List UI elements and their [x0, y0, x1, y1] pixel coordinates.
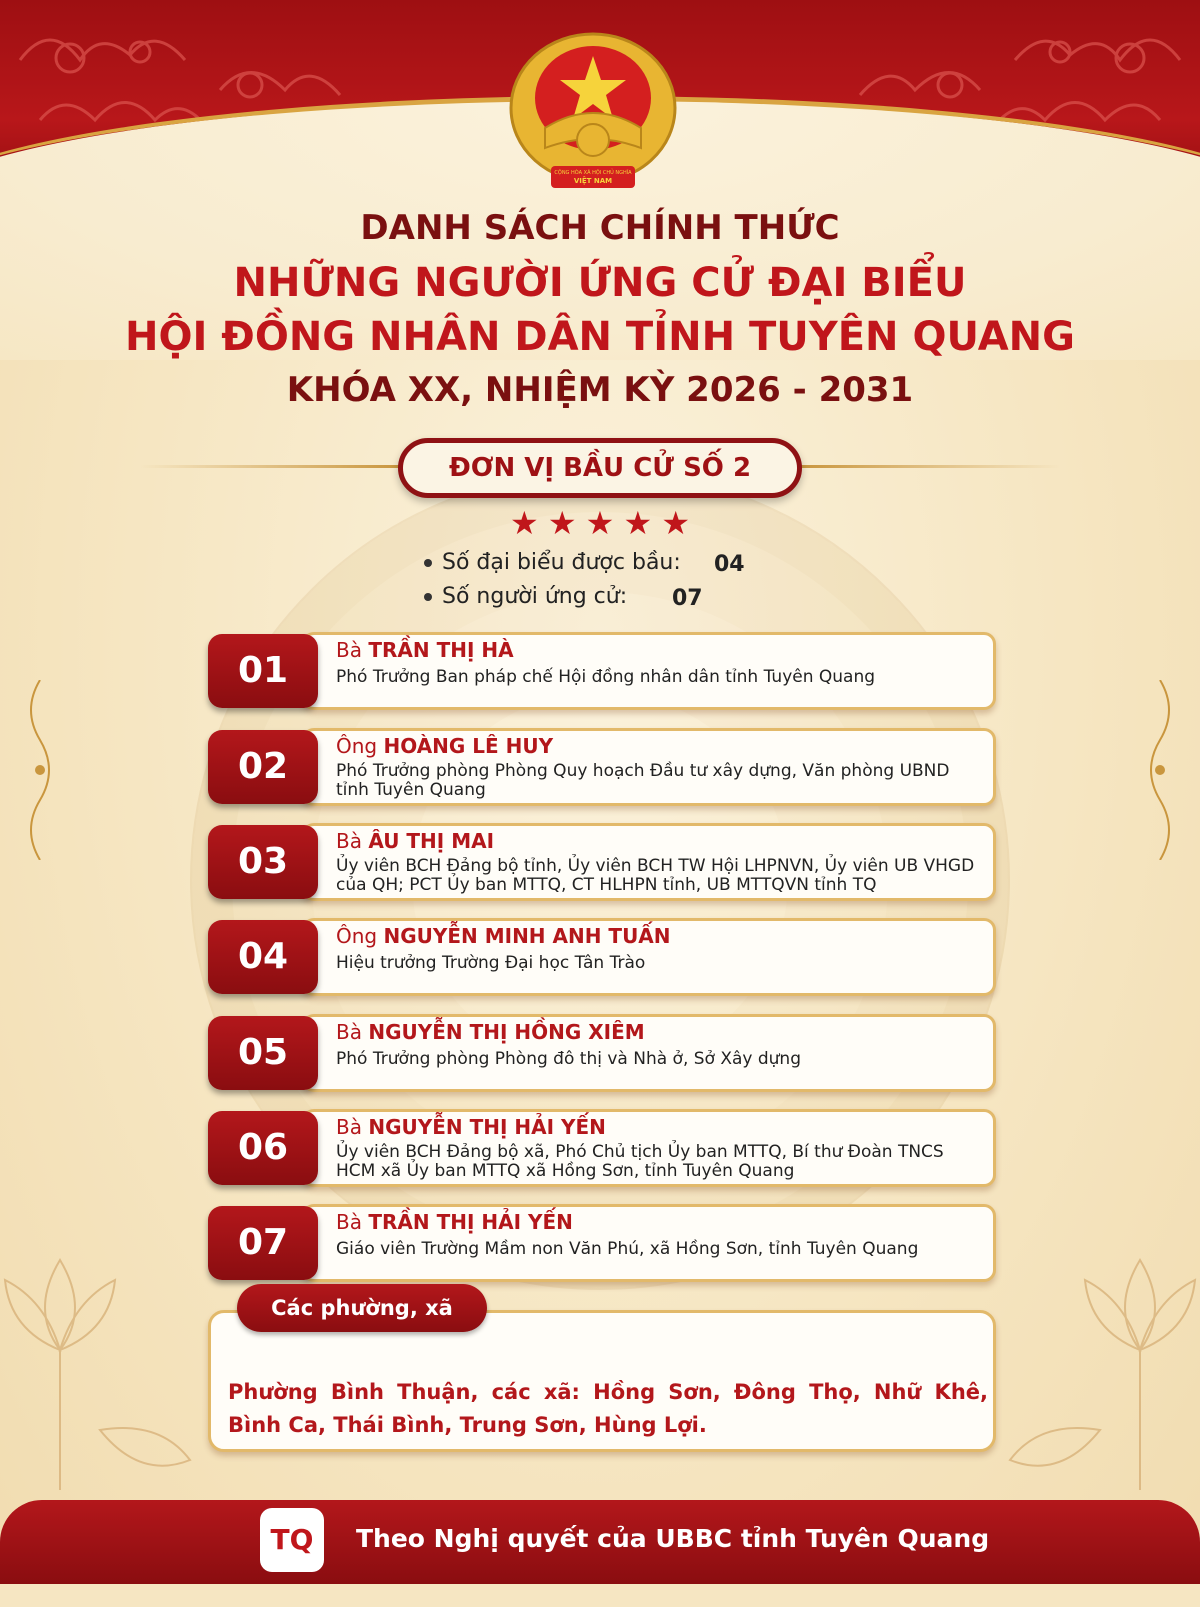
- svg-text:VIỆT NAM: VIỆT NAM: [573, 177, 613, 185]
- candidate-name-line: [336, 638, 514, 662]
- candidate-card: [208, 823, 996, 901]
- candidate-title: Ông: [336, 734, 378, 758]
- stars-row: [510, 505, 690, 541]
- candidate-title: Bà: [336, 1115, 362, 1139]
- candidate-card: [208, 1014, 996, 1092]
- stat-candidates-value: 07: [672, 586, 703, 611]
- candidate-name: NGUYỄN MINH ANH TUẤN: [383, 924, 671, 948]
- candidate-name-line: [336, 1115, 606, 1139]
- star-icon: ★: [585, 504, 615, 542]
- candidate-number: 02: [208, 730, 318, 804]
- candidate-title: Bà: [336, 829, 362, 853]
- scroll-ornament-left-icon: [20, 680, 60, 860]
- title-line-2: NHỮNG NGƯỜI ỨNG CỬ ĐẠI BIỂU: [233, 260, 967, 306]
- stat-candidates: [424, 584, 703, 611]
- bullet-icon: [424, 559, 432, 567]
- wards-text: Phường Bình Thuận, các xã: Hồng Sơn, Đông Thọ, Nhữ Khê, Bình Ca, Thái Bình, Trung Sơn, Hùng Lợi.: [228, 1380, 988, 1437]
- candidate-title: Ông: [336, 924, 378, 948]
- title-line-4: KHÓA XX, NHIỆM KỲ 2026 - 2031: [286, 370, 914, 410]
- candidate-description: Giáo viên Trường Mầm non Văn Phú, xã Hồng Sơn, tỉnh Tuyên Quang: [336, 1239, 919, 1259]
- unit-divider-left: [140, 465, 400, 468]
- candidate-number: 04: [208, 920, 318, 994]
- tq-logo: TQ: [260, 1508, 324, 1572]
- scroll-ornament-right-icon: [1140, 680, 1180, 860]
- candidate-card: [208, 728, 996, 806]
- candidate-title: Bà: [336, 638, 362, 662]
- candidate-name: TRẦN THỊ HÀ: [368, 638, 514, 662]
- candidate-name-line: [336, 1020, 645, 1044]
- stat-delegates: [424, 550, 745, 577]
- title-line-3: HỘI ĐỒNG NHÂN DÂN TỈNH TUYÊN QUANG: [125, 314, 1075, 360]
- candidate-name-line: [336, 1210, 573, 1234]
- candidate-number: 06: [208, 1111, 318, 1185]
- candidate-description: Ủy viên BCH Đảng bộ tỉnh, Ủy viên BCH TW Hội LHPNVN, Ủy viên UB VHGD của QH; PCT Ủy ban MTTQ, CT HLHPN tỉnh, UB MTTQVN tỉnh TQ: [336, 856, 975, 895]
- electoral-unit-badge: ĐƠN VỊ BẦU CỬ SỐ 2: [398, 438, 802, 498]
- candidate-description: Phó Trưởng Ban pháp chế Hội đồng nhân dân tỉnh Tuyên Quang: [336, 667, 876, 687]
- candidate-name-line: [336, 924, 671, 948]
- candidate-number: 01: [208, 634, 318, 708]
- national-emblem-icon: [505, 28, 681, 198]
- candidate-name-line: [336, 829, 494, 853]
- candidate-name: NGUYỄN THỊ HẢI YẾN: [368, 1115, 606, 1139]
- candidate-card: [208, 632, 996, 710]
- star-icon: ★: [623, 504, 653, 542]
- candidate-card: [208, 1204, 996, 1282]
- candidate-number: 03: [208, 825, 318, 899]
- star-icon: ★: [510, 504, 539, 542]
- candidate-name: HOÀNG LÊ HUY: [383, 734, 554, 758]
- candidate-card: [208, 1109, 996, 1187]
- lotus-left-icon: [0, 1230, 200, 1490]
- star-icon: ★: [661, 504, 690, 542]
- candidate-description: Phó Trưởng phòng Phòng đô thị và Nhà ở, Sở Xây dựng: [336, 1049, 802, 1069]
- svg-text:CỘNG HÒA XÃ HỘI CHỦ NGHĨA: CỘNG HÒA XÃ HỘI CHỦ NGHĨA: [554, 170, 632, 176]
- footer-bottom-strip: [0, 1584, 1200, 1607]
- title-line-1: DANH SÁCH CHÍNH THỨC: [360, 208, 840, 248]
- candidate-description: Hiệu trưởng Trường Đại học Tân Trào: [336, 953, 646, 973]
- unit-divider-right: [800, 465, 1060, 468]
- candidate-description: Ủy viên BCH Đảng bộ xã, Phó Chủ tịch Ủy ban MTTQ, Bí thư Đoàn TNCS HCM xã Ủy ban MTTQ xã Hồng Sơn, tỉnh Tuyên Quang: [336, 1142, 944, 1181]
- star-icon: ★: [547, 504, 577, 542]
- stat-candidates-label: Số người ứng cử:: [442, 584, 628, 609]
- stat-delegates-label: Số đại biểu được bầu:: [442, 550, 681, 575]
- candidate-title: Bà: [336, 1210, 362, 1234]
- candidate-name: ÂU THỊ MAI: [368, 829, 495, 853]
- candidate-name: NGUYỄN THỊ HỒNG XIÊM: [368, 1020, 645, 1044]
- candidate-title: Bà: [336, 1020, 362, 1044]
- stat-delegates-value: 04: [714, 552, 745, 577]
- candidate-number: 05: [208, 1016, 318, 1090]
- candidate-number: 07: [208, 1206, 318, 1280]
- candidate-name-line: [336, 734, 553, 758]
- lotus-right-icon: [1000, 1230, 1200, 1490]
- bullet-icon: [424, 593, 432, 601]
- candidate-card: [208, 918, 996, 996]
- candidate-description: Phó Trưởng phòng Phòng Quy hoạch Đầu tư xây dựng, Văn phòng UBND tỉnh Tuyên Quang: [336, 761, 950, 800]
- candidate-name: TRẦN THỊ HẢI YẾN: [368, 1210, 573, 1234]
- footer-source-text: Theo Nghị quyết của UBBC tỉnh Tuyên Quang: [356, 1524, 990, 1553]
- wards-label: Các phường, xã: [237, 1284, 487, 1332]
